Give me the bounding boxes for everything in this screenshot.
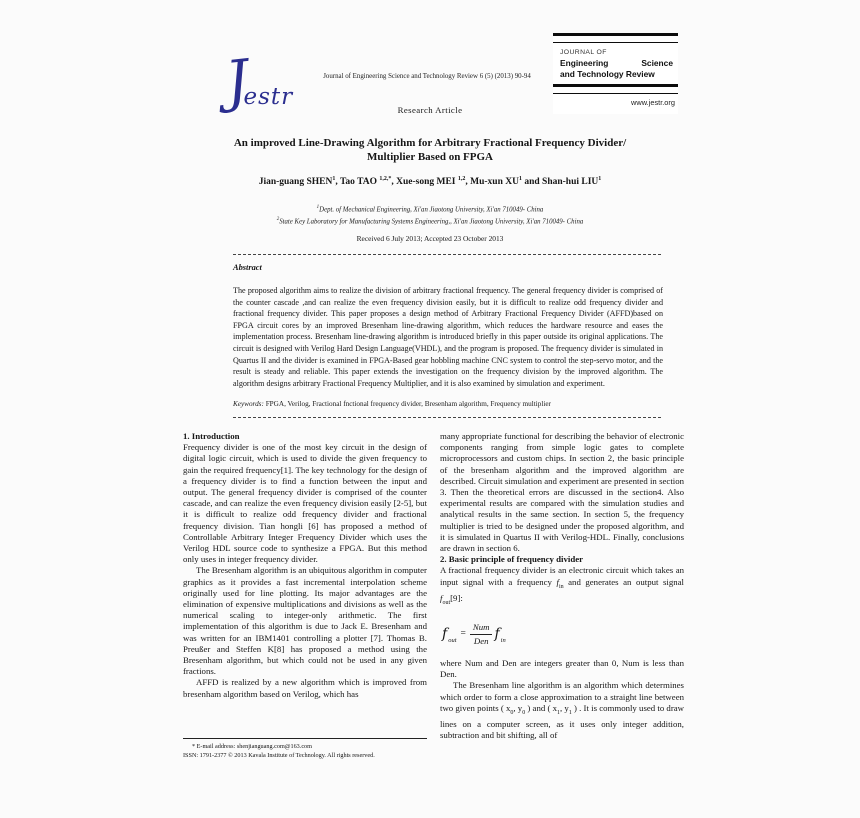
journal-masthead-box — [553, 33, 678, 114]
f-out-symbol: f — [440, 592, 443, 603]
author-separator: , — [465, 177, 471, 188]
intro-paragraph-2: The Bresenham algorithm is an ubiquitous algorithm in computer graphics as it provides a fast incremental interpolation scheme originally used for line plotting. Its major advantages are the elimination of expensive multiplications and divisions as well as the numerical scaling to integer-only arithmetic. The first implementation of this algorithm is due to Jack E. Bresenham and was written for an IBM1401 controlling a plotter [7]. Thomas B. Preußer and Steffen K[8] has proposed a method using the Bresenham algorithm, but which could not be used in any given fractions. — [183, 565, 427, 677]
paragraph-text: ) . It is commonly used to draw lines on a computer screen, as it uses only integer addition, subtraction and bit shifting, all of — [440, 702, 685, 740]
author-name: Tao TAO — [339, 177, 380, 188]
abstract-heading: Abstract — [233, 263, 262, 272]
paragraph-text: , y — [513, 702, 523, 713]
received-accepted-dates: Received 6 July 2013; Accepted 23 October 2013 — [356, 234, 504, 243]
section-2-paragraph-3 — [440, 680, 684, 741]
affiliation-1 — [100, 203, 760, 215]
paper-title-line2: Multiplier Based on FPGA — [367, 150, 493, 163]
author-affil-marker: 1 — [518, 176, 522, 182]
author-name: Mu-xun XU — [470, 177, 519, 188]
affiliation-2-marker: 2 — [276, 216, 280, 222]
masthead-bottom-rule — [553, 84, 678, 94]
masthead-line2-right: Science — [641, 58, 673, 68]
fraction-numerator: Num — [470, 622, 493, 635]
equation-lhs-subscript: out — [448, 636, 457, 644]
masthead-line1: JOURNAL OF — [560, 49, 607, 56]
article-type-label: Research Article — [397, 105, 463, 115]
author-name: Shan-hui LIU — [542, 177, 599, 188]
paragraph-text: ) and ( x — [525, 702, 557, 713]
journal-url: www.jestr.org — [631, 98, 675, 107]
f-in-symbol: f — [556, 576, 559, 587]
column2-paragraph-1: many appropriate functional for describing the behavior of electronic components ranging from simple logic gates to complete microprocessors and custom chips. In section 2, the basic principle of the bresenham algorithm and the improved algorithm are described. Circuit simulation and experiment are presented in section 3. Then the theoretical errors are discussed in the section4. Also experimental results are compared with the simulation studies and analytical results in the same section. In section 5, the frequency multiplier is tried to be designed under the proposed algorithm, and it is simulated in Quartus II with Verilog-HDL. Finally, conclusions are drawn in section 6. — [440, 431, 684, 554]
authors-line — [100, 176, 760, 187]
author-affil-marker: 1 — [332, 176, 336, 182]
footnote-email: * E-mail address: shenjianguang.com@163.com — [192, 743, 312, 750]
keywords-line — [233, 400, 663, 408]
journal-citation-line: Journal of Engineering Science and Technology Review 6 (5) (2013) 90-94 — [323, 73, 531, 80]
author-name: Jian-guang SHEN — [258, 177, 333, 188]
equation-rhs-subscript: in — [500, 636, 506, 644]
body-column-left — [183, 431, 427, 700]
paragraph-text: A fractional frequency divider is an electronic circuit which takes an input signal with a frequency — [440, 565, 684, 587]
abstract-text: The proposed algorithm aims to realize the division of arbitrary fractional frequency. The general frequency divider is comprised of the counter cascade ,and can realize the even frequency division easily, but it is difficult to realize odd frequency divider and fractional frequency divider. This paper proposes a design method of Arbitrary Fractional Frequency Divider (AFFD)based on FPGA circuit cores by an improved Bresenham line-drawing algorithm, which reduces the hardware resource and eases the implementation process. Bresenham line-drawing algorithm is introduced briefly in this paper outside its original applications. The circuit is designed with Verilog Hard Design Language(VHDL), and the program is proposed. The frequency divider is simulated in Quartus II and the divider is examined in FPGA-Based gear hobbling machine CNC system to control the step-servo motor, and the result is steady and reliable. This paper extends the investigation on the frequency division by the improved algorithm. The algorithm designs arbitrary Fractional Frequency Multiplier, and it is also examined by simulation and experiment. — [233, 286, 663, 388]
section-2-heading: 2. Basic principle of frequency divider — [440, 554, 584, 565]
paragraph-text: The Bresenham line algorithm is an algorithm which determines which order to form a close approximation to a straight line between two given points ( x — [440, 680, 684, 713]
section-2-paragraph-2: where Num and Den are integers greater than 0, Num is less than Den. — [440, 657, 684, 680]
paper-title-line1: An improved Line-Drawing Algorithm for Arbitrary Fractional Frequency Divider/ — [233, 137, 627, 149]
frequency-divider-equation — [442, 622, 684, 647]
body-column-right — [440, 431, 684, 741]
section-1-heading: 1. Introduction — [183, 431, 240, 441]
masthead-line2-left: Engineering — [560, 58, 609, 68]
affiliation-1-text: Dept. of Mechanical Engineering, Xi'an Jiaotong University, Xi'an 710049- China — [319, 206, 544, 214]
affiliation-2 — [100, 215, 760, 227]
masthead-top-rule — [553, 33, 678, 43]
masthead-title — [553, 43, 678, 84]
masthead-line3: and Technology Review — [560, 69, 655, 79]
author-affil-marker: 1,2 — [457, 176, 466, 182]
paragraph-text: [9]: — [450, 592, 463, 603]
intro-paragraph-1: Frequency divider is one of the most key circuit in the design of digital logic circuit, which is used to divide the given frequency to gain the required frequency[1]. The key technology for the design of a frequency divider is to find a function between the input and output. The general frequency divider is comprised of the counter cascade, and can realize the even frequency division easily [2-5], but it is difficult to realize odd frequency divider and fractional frequency division. Tian hongli [6] has proposed a method of Controllable Arbitrary Integer Frequency Divider which uses the Verilog HDL source code to synthesize a FPGA. But this method only uses in integer frequency divider. — [183, 442, 427, 565]
author-separator: , — [335, 177, 340, 188]
f-out-subscript: out — [442, 599, 451, 606]
divider-above-abstract — [233, 254, 661, 255]
author-affil-marker: 1,2,* — [379, 176, 392, 182]
intro-paragraph-3: AFFD is realized by a new algorithm which is improved from bresenham algorithm based on Verilog, which has — [183, 677, 427, 699]
footnote — [183, 738, 427, 760]
equals-sign: = — [460, 628, 466, 639]
author-separator: , — [391, 177, 397, 188]
point-subscript: 0 — [510, 709, 514, 716]
f-in-subscript: in — [558, 583, 564, 590]
equation-lhs: f — [442, 625, 448, 642]
fraction-denominator: Den — [473, 635, 489, 646]
affiliation-1-marker: 1 — [316, 205, 320, 210]
logo-rest: estr — [243, 84, 294, 110]
section-2-paragraph-1 — [440, 565, 684, 608]
affiliation-2-text: State Key Laboratory for Manufacturing Systems Engineering,, Xi'an Jiaotong University, Xi'an 710049- China — [279, 218, 584, 226]
logo-initial: J — [222, 48, 252, 115]
affiliations — [100, 203, 760, 227]
equation-rhs: f — [494, 625, 500, 642]
point-subscript: 1 — [568, 709, 572, 716]
author-separator: and — [521, 177, 543, 188]
paper-title — [100, 137, 760, 164]
author-affil-marker: 1 — [598, 176, 602, 182]
paragraph-text: and generates an output signal — [563, 576, 684, 587]
divider-below-keywords — [233, 417, 661, 418]
footnote-issn: ISSN: 1791-2377 © 2013 Kavala Institute of Technology. All rights reserved. — [183, 752, 375, 759]
masthead-line2 — [560, 58, 673, 68]
point-subscript: 0 — [522, 709, 526, 716]
keywords-text: FPGA, Verilog, Fractional fnctional frequency divider, Bresenham algorithm, Frequency multiplier — [263, 400, 551, 408]
equation-fraction — [470, 622, 493, 647]
paragraph-text: , y — [560, 702, 569, 713]
author-name: Xue-song MEI — [396, 177, 458, 188]
keywords-label: Keywords: — [233, 400, 264, 408]
point-subscript: 1 — [557, 709, 560, 716]
